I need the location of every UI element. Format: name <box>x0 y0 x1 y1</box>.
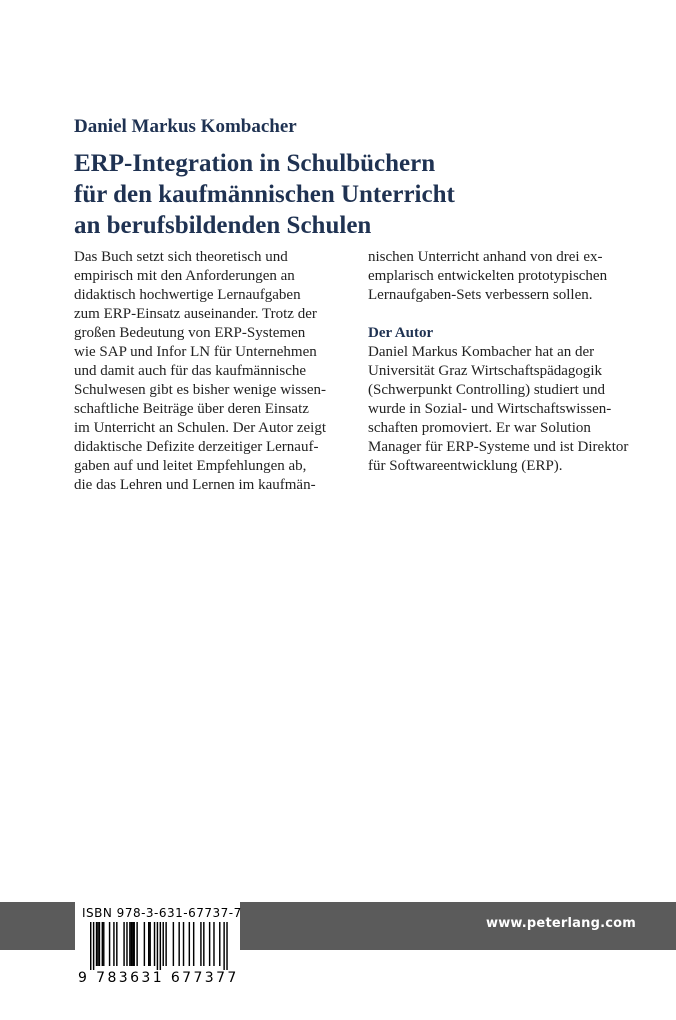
barcode-bar <box>99 922 100 966</box>
title-line: an berufsbildenden Schulen <box>74 212 372 239</box>
barcode-bar <box>123 922 124 966</box>
paragraph-spacer <box>368 305 638 324</box>
isbn-barcode-block <box>78 906 242 986</box>
description-line: nischen Unterricht anhand von drei ex- <box>368 249 603 265</box>
barcode-bar <box>132 922 133 966</box>
barcode-bar <box>144 922 145 966</box>
barcode-bar <box>129 922 130 966</box>
description-line: und damit auch für das kaufmännische <box>74 363 307 379</box>
barcode-bar <box>173 922 174 966</box>
barcode-bar <box>116 922 117 966</box>
about-author-line: Manager für ERP-Systeme und ist Direktor <box>368 439 629 455</box>
description-line: gaben auf und leitet Empfehlungen ab, <box>74 458 307 474</box>
barcode-bar <box>126 922 127 966</box>
barcode-bar <box>97 922 98 966</box>
title-line: ERP-Integration in Schulbüchern <box>74 150 436 177</box>
description-line: Das Buch setzt sich theoretisch und <box>74 249 288 265</box>
book-title <box>74 148 634 241</box>
about-author-line: Daniel Markus Kombacher hat an der <box>368 344 595 360</box>
ean-digits: 9 783631 677377 <box>78 970 239 986</box>
barcode-bar <box>136 922 137 966</box>
barcode-bar <box>113 922 114 966</box>
barcode-bar <box>193 922 194 966</box>
description-line: großen Bedeutung von ERP-Systemen <box>74 325 306 341</box>
description-line: emplarisch entwickelten prototypischen <box>368 268 608 284</box>
barcode-bar <box>209 922 210 966</box>
description-line: schaftliche Beiträge über deren Einsatz <box>74 401 309 417</box>
footer-bar-left <box>0 902 75 950</box>
barcode-bar <box>149 922 150 966</box>
description-line: wie SAP und Infor LN für Unternehmen <box>74 344 317 360</box>
barcode-bar <box>134 922 135 966</box>
barcode-icon <box>78 922 230 970</box>
barcode-bar <box>103 922 104 966</box>
description-right-column <box>368 248 638 476</box>
barcode-bar <box>165 922 166 966</box>
description-line: didaktisch hochwertige Lernaufgaben <box>74 287 301 303</box>
barcode-bar <box>219 922 220 966</box>
barcode-bar <box>131 922 132 966</box>
about-author-line: schaften promoviert. Er war Solution <box>368 420 591 436</box>
barcode-bar <box>160 922 161 970</box>
about-author-line: für Softwareentwicklung (ERP). <box>368 458 563 474</box>
barcode-bar <box>183 922 184 966</box>
description-left-column <box>74 248 344 495</box>
about-author-heading: Der Autor <box>368 325 434 341</box>
description-line: Schulwesen gibt es bisher wenige wissen- <box>74 382 327 398</box>
barcode-bar <box>93 922 94 970</box>
footer-bar-right <box>240 902 676 950</box>
about-author-line: (Schwerpunkt Controlling) studiert und <box>368 382 606 398</box>
barcode-bar <box>178 922 179 966</box>
barcode-bar <box>200 922 201 966</box>
barcode-bar <box>148 922 149 966</box>
barcode-bar <box>109 922 110 966</box>
barcode-bar <box>157 922 158 970</box>
description-line: Lernaufgaben-Sets verbessern sollen. <box>368 287 593 303</box>
description-line: die das Lehren und Lernen im kaufmän- <box>74 477 316 493</box>
barcode-bar <box>102 922 103 966</box>
isbn-number: ISBN 978-3-631-67737-7 <box>82 906 242 920</box>
author-name: Daniel Markus Kombacher <box>74 116 297 137</box>
description-line: zum ERP-Einsatz auseinander. Trotz der <box>74 306 317 322</box>
barcode-bar <box>96 922 97 966</box>
barcode-bar <box>163 922 164 966</box>
title-line: für den kaufmännischen Unterricht <box>74 181 455 208</box>
barcode-bar <box>213 922 214 966</box>
description-line: empirisch mit den Anforderungen an <box>74 268 295 284</box>
description-line: didaktische Defizite derzeitiger Lernauf- <box>74 439 319 455</box>
barcode-bar <box>90 922 91 970</box>
about-author-line: Universität Graz Wirtschaftspädagogik <box>368 363 603 379</box>
barcode-bar <box>154 922 155 966</box>
barcode-bar <box>189 922 190 966</box>
barcode-bar <box>223 922 224 970</box>
description-line: im Unterricht an Schulen. Der Autor zeigt <box>74 420 327 436</box>
barcode-bar <box>203 922 204 966</box>
about-author-line: wurde in Sozial- und Wirtschaftswissen- <box>368 401 612 417</box>
publisher-url[interactable]: www.peterlang.com <box>485 916 636 931</box>
barcode-bar <box>226 922 227 970</box>
